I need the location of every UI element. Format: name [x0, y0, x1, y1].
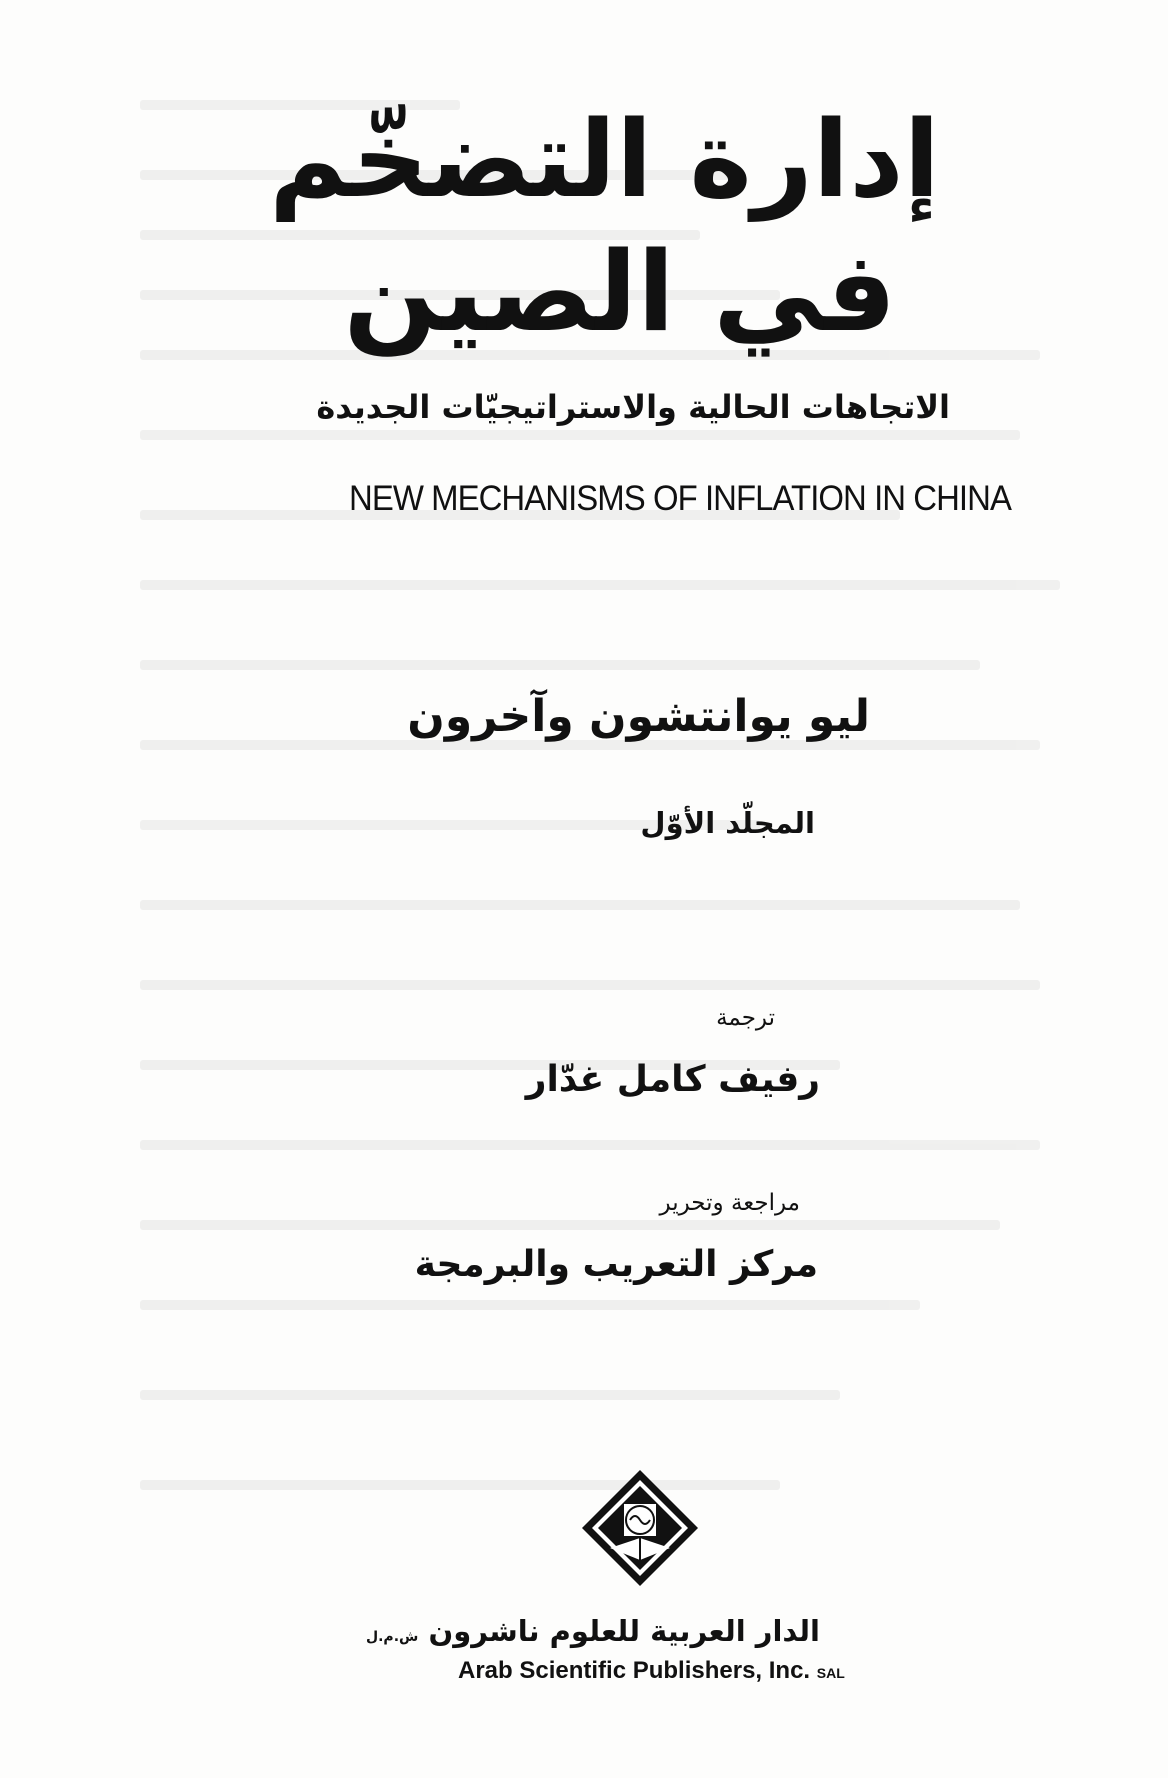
reviewer-name: مركز التعريب والبرمجة — [414, 1244, 818, 1285]
translation-label: ترجمة — [716, 1005, 775, 1031]
publisher-name-english-text: Arab Scientific Publishers, Inc. — [458, 1657, 811, 1684]
review-label: مراجعة وتحرير — [659, 1190, 800, 1216]
publisher-arabic-suffix: ش.م.ل — [365, 1629, 419, 1645]
publisher-name-arabic — [365, 1614, 820, 1654]
publisher-logo-icon — [580, 1468, 700, 1588]
volume-label: المجلّد الأوّل — [640, 806, 815, 840]
author-name: ليو يوانتشون وآخرون — [407, 691, 870, 742]
book-title-line-2: في الصين — [343, 228, 897, 356]
publisher-name-english — [458, 1656, 845, 1688]
publisher-english-suffix: SAL — [816, 1665, 845, 1681]
book-subtitle: الاتجاهات الحالية والاستراتيجيّات الجديدة — [316, 388, 950, 426]
translator-name: رفيف كامل غدّار — [525, 1059, 820, 1100]
publisher-name-arabic-text: الدار العربية للعلوم ناشرون — [428, 1614, 820, 1648]
english-title: NEW MECHANISMS OF INFLATION IN CHINA — [349, 479, 1011, 518]
book-title-line-1: إدارة التضخّم — [269, 98, 940, 221]
